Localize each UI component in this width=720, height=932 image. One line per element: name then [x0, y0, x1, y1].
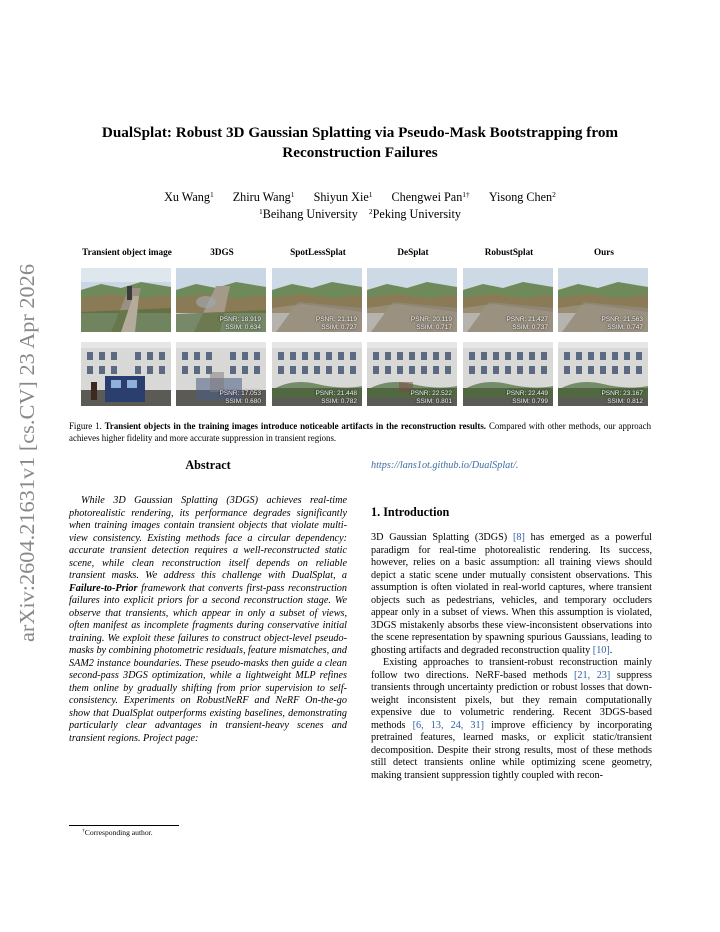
affiliation: $^2$Peking University [368, 207, 462, 221]
abstract-body: While 3D Gaussian Splatting (3DGS) achieves real-time photorealistic rendering, its performance degrades significantly when training images contain transient objects that violate multi-view consistency. Existing methods face a circular dependency: accurate transient detection requires a well-reconstructed static scene, while clean reconstruction itself depends on reliable transient masks. We address this challenge with DualSplat, a Failure-to-Prior framework that converts first-pass reconstruction failures into explicit priors for a second reconstruction stage. We observe that transients, which appear in only a subset of views, often manifest as incomplete fragments during conservative initial training. We exploit these failures to construct object-level pseudo-masks by combining photometric residuals, feature mismatches, and SAM2 instance boundaries. These pseudo-masks then guide a clean second-pass 3DGS optimization, while a lightweight MLP refines them online by gradually shifting from prior supervision to self-consistency. Experiments on RobustNeRF and NeRF On-the-go show that DualSplat outperforms existing baselines, demonstrating particularly clear advantages in transient-heavy scenes and transient regions. Project page: [69, 495, 347, 744]
figure-image-hillside-spotlesssplat [272, 268, 362, 332]
figure-image-hillside-transient [81, 268, 171, 332]
ssim-value: SSIM: 0.747 [607, 324, 643, 331]
figure-image-building-transient [81, 342, 171, 406]
abstract-heading: Abstract [185, 458, 231, 472]
ssim-value: SSIM: 0.727 [321, 324, 357, 331]
figure-image-building-spotlesssplat [272, 342, 362, 406]
ssim-value: SSIM: 0.680 [225, 398, 261, 405]
ssim-value: SSIM: 0.634 [225, 324, 261, 331]
ssim-value: SSIM: 0.812 [607, 398, 643, 405]
psnr-value: PSNR: 17.053 [219, 390, 261, 397]
affiliation-list [60, 206, 660, 223]
author: Chengwei Pan$^{1\dagger}$ [391, 190, 470, 204]
ssim-value: SSIM: 0.801 [416, 398, 452, 405]
title-line-2: Reconstruction Failures [282, 144, 438, 161]
psnr-value: PSNR: 22.522 [410, 390, 452, 397]
citation-link[interactable]: [8] [512, 532, 525, 543]
footnote: †Corresponding author. [82, 828, 153, 837]
figure-image-hillside-3dgs [176, 268, 266, 332]
author: Yisong Chen$^2$ [488, 190, 556, 204]
ssim-value: SSIM: 0.717 [416, 324, 452, 331]
citation-link[interactable]: [6, 13, 24, 31] [412, 719, 485, 731]
section-heading-introduction: 1. Introduction [371, 505, 450, 519]
ssim-value: SSIM: 0.782 [321, 398, 357, 405]
project-page-link[interactable]: https://lans1ot.github.io/DualSplat/. [371, 460, 519, 471]
psnr-value: PSNR: 21.448 [315, 390, 357, 397]
author: Shiyun Xie$^1$ [313, 190, 373, 204]
figure-column-header: 3DGS [210, 247, 234, 257]
citation-link[interactable]: [21, 23] [574, 669, 611, 681]
psnr-value: PSNR: 23.167 [601, 390, 643, 397]
psnr-value: PSNR: 21.119 [315, 316, 357, 323]
author: Zhiru Wang$^1$ [232, 190, 295, 204]
ssim-value: SSIM: 0.799 [512, 398, 548, 405]
figure-image-building-robustsplat [463, 342, 553, 406]
figure-image-hillside-robustsplat [463, 268, 553, 332]
figure-image-hillside-desplat [367, 268, 457, 332]
paper-title [60, 123, 660, 163]
introduction-body [371, 532, 652, 782]
intro-paragraph-1: 3D Gaussian Splatting (3DGS) [8] has emerged as a powerful paradigm for real-time photorealistic rendering. Its success, however, relies on a basic assumption: all training views should depict a static scene under mutually consistent observations. This assumption is often violated in real-world captures, where transient objects such as pedestrians, vehicles, and temporary occluders appear only in a subset of views. When this assumption is violated, 3DGS mistakenly absorbs these view-inconsistent observations into the scene representation by spawning spurious Gaussians, leading to ghosting artifacts and degraded reconstruction quality [10]. [371, 532, 652, 656]
figure-image-building-ours [558, 342, 648, 406]
psnr-value: PSNR: 20.119 [410, 316, 452, 323]
psnr-value: PSNR: 21.563 [601, 316, 643, 323]
arxiv-stamp [6, 262, 44, 642]
arxiv-stamp-text: arXiv:2604.21631v1 [cs.CV] 23 Apr 2026 [15, 277, 39, 642]
citation-link[interactable]: [10] [592, 644, 610, 656]
author-list [60, 189, 660, 206]
figure-image-building-3dgs [176, 342, 266, 406]
figure-column-header: Ours [594, 247, 614, 257]
figure-column-header: RobustSplat [484, 247, 534, 257]
figure-image-building-desplat [367, 342, 457, 406]
title-line-1: DualSplat: Robust 3D Gaussian Splatting via Pseudo-Mask Bootstrapping from [101, 124, 619, 141]
caption-text: Compared with other methods, our approach achieves higher fidelity and more accurate suppression in transient regions. [69, 421, 652, 443]
figure-column-header: SpotLessSplat [290, 247, 346, 257]
figure-image-hillside-ours [558, 268, 648, 332]
figure-column-header: Transient object image [82, 247, 172, 257]
caption-label: Figure 1. [69, 421, 102, 431]
caption-bold: Transient objects in the training images introduce noticeable artifacts in the reconstruction results. [104, 421, 487, 431]
ssim-value: SSIM: 0.737 [512, 324, 548, 331]
figure-caption [69, 420, 651, 444]
author: Xu Wang$^1$ [164, 190, 214, 204]
footnote-rule [69, 825, 179, 826]
psnr-value: PSNR: 22.449 [506, 390, 548, 397]
figure-column-header: DeSplat [397, 247, 429, 257]
failure-to-prior-term: Failure-to-Prior [69, 582, 138, 594]
intro-paragraph-2: Existing approaches to transient-robust reconstruction mainly follow two directions. NeRF-based methods [21, 23] suppress transients through uncertainty prediction or robust losses that down-weight inconsistent pixels, but they remain computationally expensive due to volumetric rendering. Recent 3DGS-based methods [6, 13, 24, 31] improve efficiency by incorporating pretrained features, learned masks, or explicit static/transient decomposition. Despite their strong results, most of these methods still detect transients online while optimizing scene geometry, making transient suppression tightly coupled with recon- [371, 657, 652, 781]
psnr-value: PSNR: 18.919 [219, 316, 261, 323]
affiliation: $^1$Beihang University [258, 207, 358, 221]
psnr-value: PSNR: 21.427 [506, 316, 548, 323]
